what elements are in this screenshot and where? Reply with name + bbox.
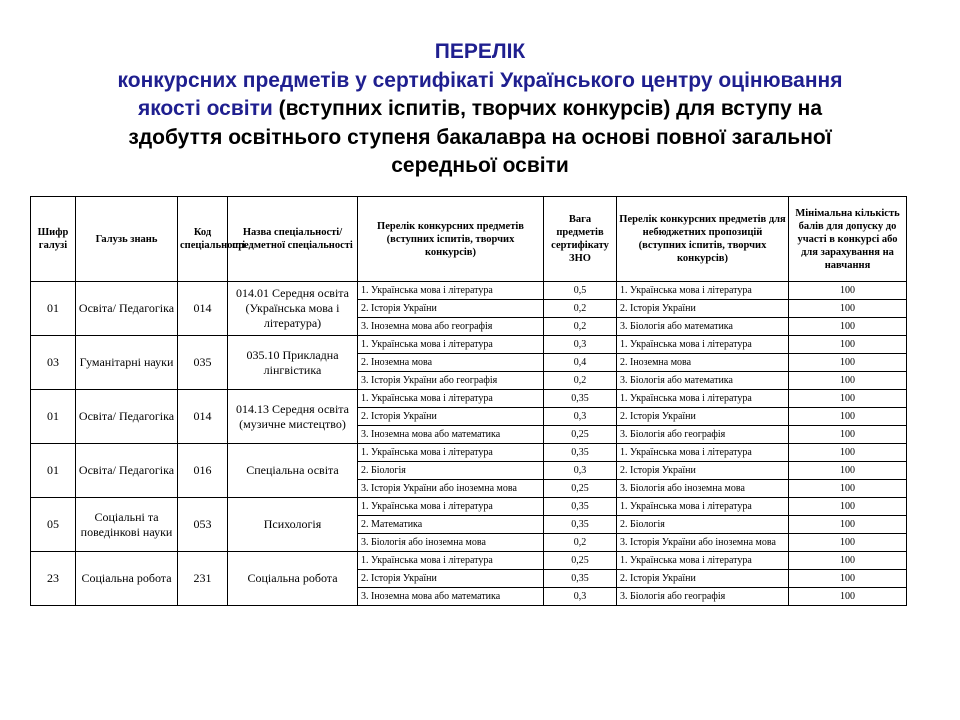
field-code-cell: 05 (31, 498, 76, 552)
field-name-cell: Освіта/ Педагогіка (76, 282, 178, 336)
subject-cell: 2. Іноземна мова (358, 354, 544, 372)
weight-cell: 0,3 (544, 408, 617, 426)
alt-subject-cell: 2. Біологія (617, 516, 789, 534)
subject-cell: 1. Українська мова і література (358, 552, 544, 570)
alt-subject-cell: 1. Українська мова і література (617, 444, 789, 462)
title-line-1: ПЕРЕЛІК (434, 40, 526, 63)
field-code-cell: 01 (31, 390, 76, 444)
weight-cell: 0,5 (544, 282, 617, 300)
field-code-cell: 01 (31, 444, 76, 498)
specialty-code-cell: 053 (178, 498, 228, 552)
specialty-code-cell: 035 (178, 336, 228, 390)
subjects-table (30, 196, 907, 606)
table-row (31, 390, 907, 408)
field-name-cell: Гуманітарні науки (76, 336, 178, 390)
document-title (30, 38, 930, 181)
alt-subject-cell: 2. Історія України (617, 408, 789, 426)
weight-cell: 0,3 (544, 588, 617, 606)
min-score-cell: 100 (789, 426, 907, 444)
title-line-3-blue: якості освіти (137, 97, 273, 120)
weight-cell: 0,2 (544, 318, 617, 336)
min-score-cell: 100 (789, 588, 907, 606)
header-cell: Галузь знань (76, 197, 178, 282)
weight-cell: 0,35 (544, 444, 617, 462)
min-score-cell: 100 (789, 444, 907, 462)
header-cell: Назва спеціальності/ предметної спеціальності (228, 197, 358, 282)
alt-subject-cell: 1. Українська мова і література (617, 336, 789, 354)
min-score-cell: 100 (789, 318, 907, 336)
min-score-cell: 100 (789, 300, 907, 318)
field-name-cell: Освіта/ Педагогіка (76, 444, 178, 498)
field-code-cell: 01 (31, 282, 76, 336)
alt-subject-cell: 2. Іноземна мова (617, 354, 789, 372)
weight-cell: 0,25 (544, 480, 617, 498)
weight-cell: 0,35 (544, 498, 617, 516)
field-name-cell: Соціальна робота (76, 552, 178, 606)
specialty-name-cell: Спеціальна освіта (228, 444, 358, 498)
weight-cell: 0,3 (544, 462, 617, 480)
min-score-cell: 100 (789, 462, 907, 480)
alt-subject-cell: 1. Українська мова і література (617, 498, 789, 516)
subject-cell: 2. Біологія (358, 462, 544, 480)
weight-cell: 0,4 (544, 354, 617, 372)
subject-cell: 3. Іноземна мова або математика (358, 426, 544, 444)
subject-cell: 2. Історія України (358, 408, 544, 426)
alt-subject-cell: 3. Біологія або математика (617, 318, 789, 336)
specialty-name-cell: 014.13 Середня освіта (музичне мистецтво) (228, 390, 358, 444)
min-score-cell: 100 (789, 534, 907, 552)
field-code-cell: 03 (31, 336, 76, 390)
min-score-cell: 100 (789, 408, 907, 426)
table-header-row (31, 197, 907, 282)
min-score-cell: 100 (789, 480, 907, 498)
subject-cell: 3. Іноземна мова або географія (358, 318, 544, 336)
subject-cell: 2. Математика (358, 516, 544, 534)
subject-cell: 1. Українська мова і література (358, 444, 544, 462)
alt-subject-cell: 2. Історія України (617, 570, 789, 588)
alt-subject-cell: 1. Українська мова і література (617, 390, 789, 408)
table-row (31, 552, 907, 570)
alt-subject-cell: 3. Історія України або іноземна мова (617, 534, 789, 552)
header-cell: Перелік конкурсних предметів для небюджетних пропозицій (вступних іспитів, творчих конкурсів) (617, 197, 789, 282)
table-row (31, 498, 907, 516)
title-line-3 (30, 95, 930, 124)
header-cell: Перелік конкурсних предметів (вступних іспитів, творчих конкурсів) (358, 197, 544, 282)
specialty-code-cell: 231 (178, 552, 228, 606)
min-score-cell: 100 (789, 498, 907, 516)
min-score-cell: 100 (789, 570, 907, 588)
alt-subject-cell: 1. Українська мова і література (617, 552, 789, 570)
field-name-cell: Освіта/ Педагогіка (76, 390, 178, 444)
subject-cell: 3. Іноземна мова або математика (358, 588, 544, 606)
subject-cell: 1. Українська мова і література (358, 390, 544, 408)
header-cell: Мінімальна кількість балів для допуску до участі в конкурсі або для зарахування на навчання (789, 197, 907, 282)
weight-cell: 0,3 (544, 336, 617, 354)
specialty-name-cell: 035.10 Прикладна лінгвістика (228, 336, 358, 390)
title-line-2: конкурсних предметів у сертифікаті Українського центру оцінювання (117, 68, 843, 92)
weight-cell: 0,25 (544, 426, 617, 444)
specialty-name-cell: Соціальна робота (228, 552, 358, 606)
weight-cell: 0,35 (544, 570, 617, 588)
min-score-cell: 100 (789, 354, 907, 372)
specialty-name-cell: 014.01 Середня освіта (Українська мова і література) (228, 282, 358, 336)
weight-cell: 0,25 (544, 552, 617, 570)
alt-subject-cell: 2. Історія України (617, 300, 789, 318)
alt-subject-cell: 3. Біологія або математика (617, 372, 789, 390)
weight-cell: 0,2 (544, 372, 617, 390)
header-cell: Код спеціальності (178, 197, 228, 282)
specialty-code-cell: 016 (178, 444, 228, 498)
header-cell: Шифр галузі (31, 197, 76, 282)
field-name-cell: Соціальні та поведінкові науки (76, 498, 178, 552)
subject-cell: 2. Історія України (358, 300, 544, 318)
alt-subject-cell: 3. Біологія або географія (617, 426, 789, 444)
min-score-cell: 100 (789, 336, 907, 354)
subject-cell: 1. Українська мова і література (358, 498, 544, 516)
title-line-5: середньої освіти (391, 154, 569, 177)
weight-cell: 0,35 (544, 516, 617, 534)
title-line-3-rest: (вступних іспитів, творчих конкурсів) для вступу на (272, 97, 823, 120)
subject-cell: 1. Українська мова і література (358, 282, 544, 300)
subject-cell: 3. Історія України або географія (358, 372, 544, 390)
subject-cell: 3. Історія України або іноземна мова (358, 480, 544, 498)
specialty-code-cell: 014 (178, 282, 228, 336)
alt-subject-cell: 1. Українська мова і література (617, 282, 789, 300)
table-row (31, 444, 907, 462)
alt-subject-cell: 3. Біологія або географія (617, 588, 789, 606)
min-score-cell: 100 (789, 282, 907, 300)
specialty-code-cell: 014 (178, 390, 228, 444)
min-score-cell: 100 (789, 552, 907, 570)
min-score-cell: 100 (789, 390, 907, 408)
min-score-cell: 100 (789, 516, 907, 534)
table-row (31, 282, 907, 300)
min-score-cell: 100 (789, 372, 907, 390)
weight-cell: 0,2 (544, 300, 617, 318)
alt-subject-cell: 2. Історія України (617, 462, 789, 480)
subject-cell: 1. Українська мова і література (358, 336, 544, 354)
header-cell: Вага предметів сертифікату ЗНО (544, 197, 617, 282)
alt-subject-cell: 3. Біологія або іноземна мова (617, 480, 789, 498)
table-row (31, 336, 907, 354)
title-line-4: здобуття освітнього ступеня бакалавра на основі повної загальної (128, 125, 832, 149)
subject-cell: 2. Історія України (358, 570, 544, 588)
weight-cell: 0,2 (544, 534, 617, 552)
subject-cell: 3. Біологія або іноземна мова (358, 534, 544, 552)
weight-cell: 0,35 (544, 390, 617, 408)
field-code-cell: 23 (31, 552, 76, 606)
specialty-name-cell: Психологія (228, 498, 358, 552)
